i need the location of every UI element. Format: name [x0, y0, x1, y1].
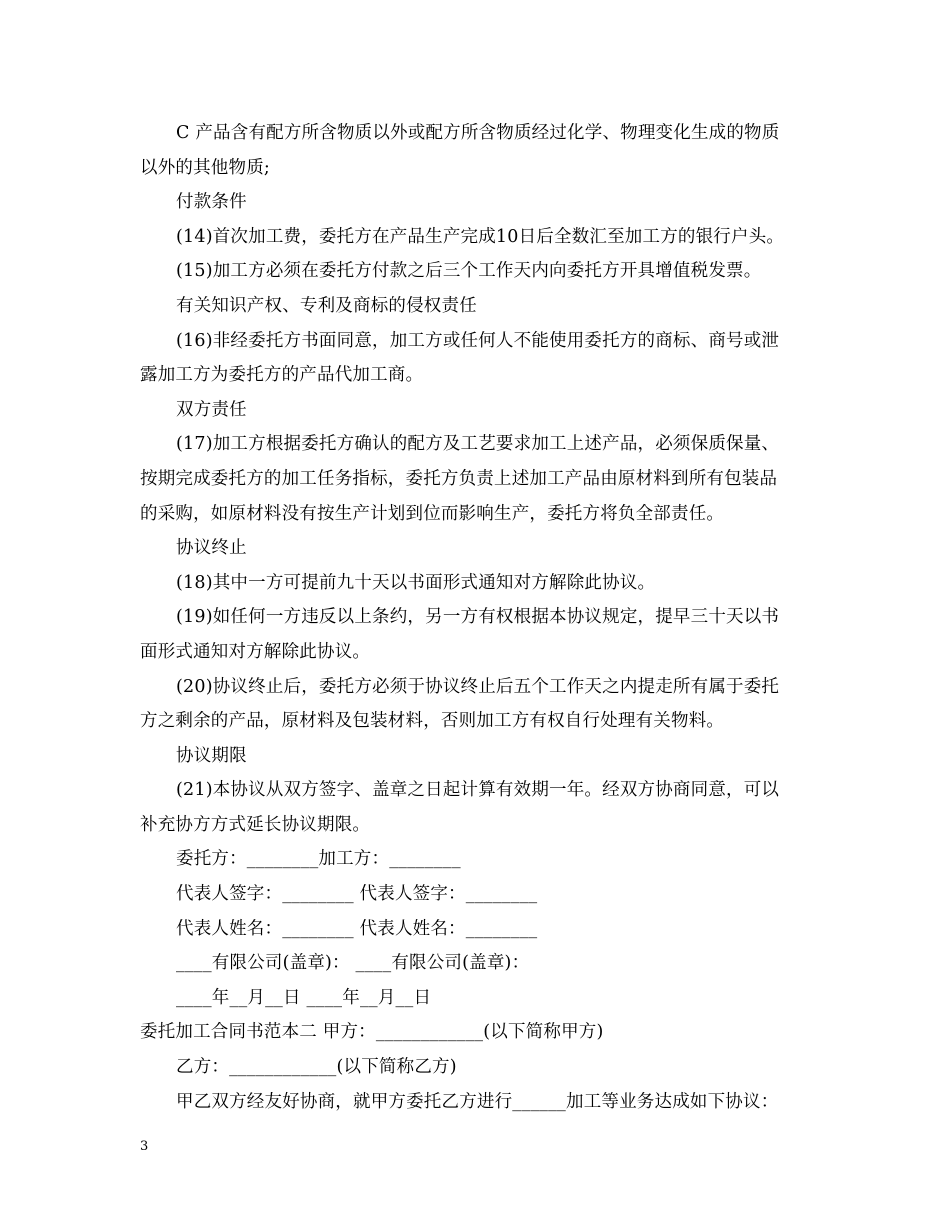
text-line: 按期完成委托方的加工任务指标，委托方负责上述加工产品由原材料到所有包装品	[140, 468, 778, 489]
text-line: C 产品含有配方所含物质以外或配方所含物质经过化学、物理变化生成的物质	[176, 123, 780, 143]
text-line: 面形式通知对方解除此协议。	[140, 641, 371, 662]
text-line: (21)本协议从双方签字、盖章之日起计算有效期一年。经双方协商同意，可以	[176, 780, 780, 801]
text-line: ____年__月__日 ____年__月__日	[176, 987, 432, 1008]
text-line: (15)加工方必须在委托方付款之后三个工作天内向委托方开具增值税发票。	[176, 261, 762, 282]
text-line: 甲乙双方经友好协商，就甲方委托乙方进行______加工等业务达成如下协议：	[176, 1091, 779, 1112]
text-line: 代表人签字：________ 代表人签字：________	[176, 884, 538, 905]
text-line: (14)首次加工费，委托方在产品生产完成10日后全数汇至加工方的银行户头。	[176, 226, 785, 247]
text-line: 露加工方为委托方的产品代加工商。	[140, 365, 424, 386]
text-line: 的采购，如原材料没有按生产计划到位而影响生产，委托方将负全部责任。	[140, 503, 725, 524]
text-line: 委托方：________加工方：________	[176, 849, 461, 870]
text-line: 双方责任	[176, 399, 247, 420]
text-line: 方之剩余的产品，原材料及包装材料，否则加工方有权自行处理有关物料。	[140, 711, 725, 732]
text-line: 协议期限	[176, 745, 247, 766]
text-line: ____有限公司(盖章)： ____有限公司(盖章)：	[176, 953, 530, 974]
text-line: (18)其中一方可提前九十天以书面形式通知对方解除此协议。	[176, 572, 656, 593]
text-line: 代表人姓名：________ 代表人姓名：________	[176, 918, 538, 939]
text-line: (17)加工方根据委托方确认的配方及工艺要求加工上述产品，必须保质保量、	[176, 434, 780, 455]
text-line: (16)非经委托方书面同意，加工方或任何人不能使用委托方的商标、商号或泄	[176, 330, 780, 351]
page-number: 3	[140, 1139, 149, 1154]
text-line: 有关知识产权、专利及商标的侵权责任	[176, 295, 477, 316]
text-line: (19)如任何一方违反以上条约，另一方有权根据本协议规定，提早三十天以书	[176, 607, 780, 628]
text-line: 委托加工合同书范本二 甲方：____________(以下简称甲方)	[140, 1022, 604, 1043]
text-line: 付款条件	[176, 192, 247, 213]
document-body	[140, 116, 812, 1119]
text-line: 乙方：____________(以下简称乙方)	[176, 1057, 457, 1078]
text-line: 补充协方方式延长协议期限。	[140, 814, 371, 835]
text-line: 协议终止	[176, 538, 247, 559]
text-line: 以外的其他物质;	[140, 157, 270, 178]
text-line: (20)协议终止后，委托方必须于协议终止后五个工作天之内提走所有属于委托	[176, 676, 780, 697]
